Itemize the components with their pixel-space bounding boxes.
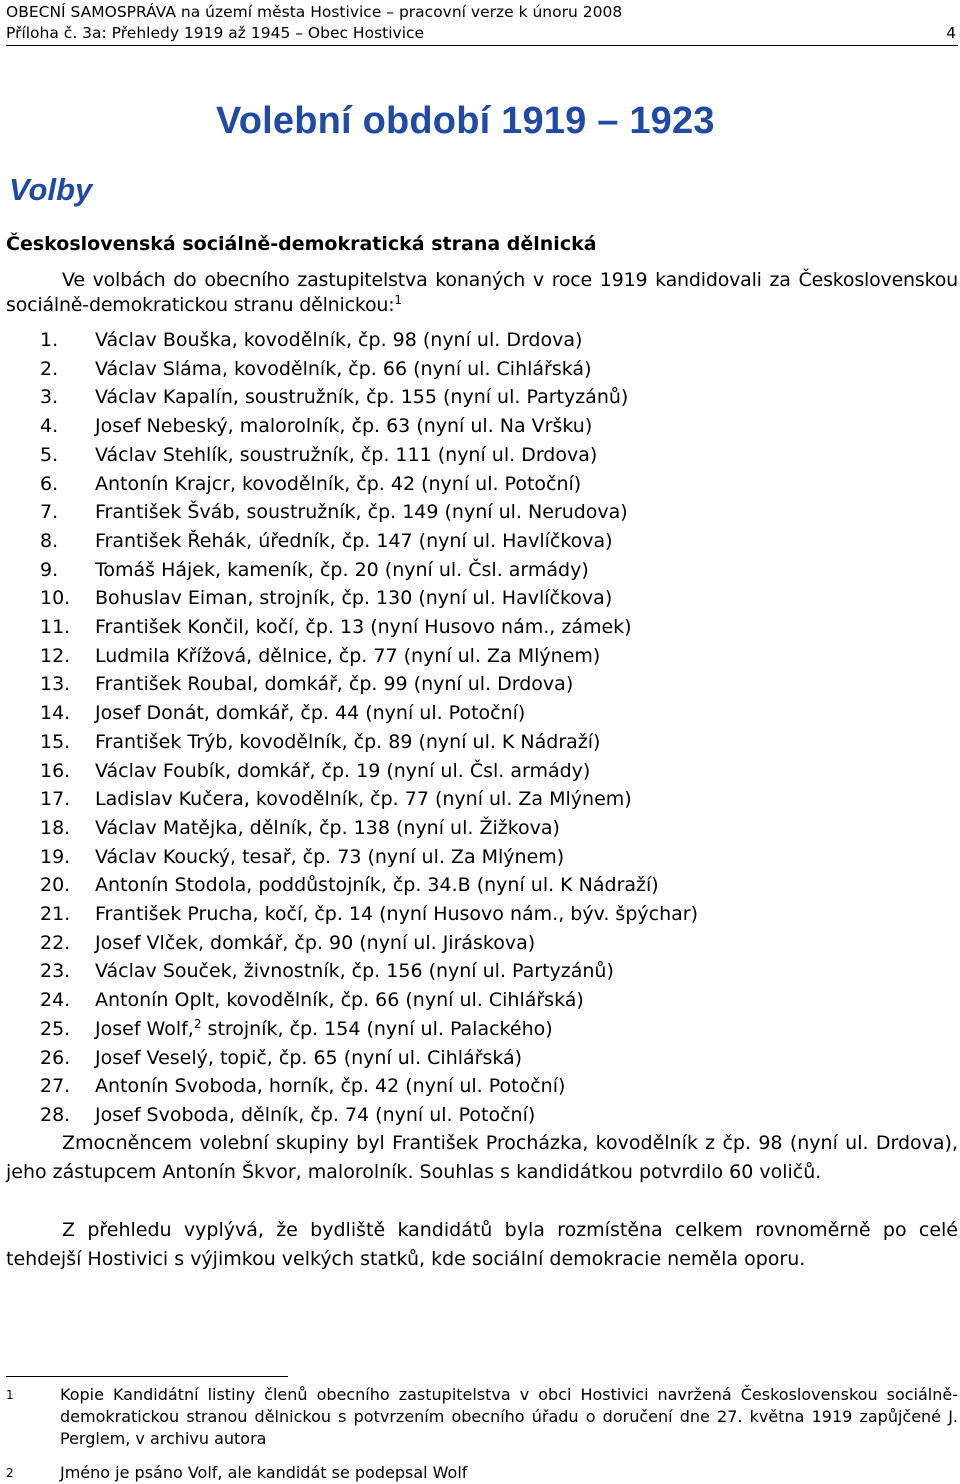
candidate-item: [40, 613, 698, 642]
candidate-item: [40, 757, 698, 786]
candidate-number: 17.: [40, 788, 71, 811]
candidate-number: 9.: [40, 558, 59, 581]
candidate-item: [40, 584, 698, 613]
candidate-item: [40, 470, 698, 499]
candidate-text: Josef Donát, domkář, čp. 44 (nyní ul. Potoční): [95, 702, 526, 725]
candidate-item: [40, 412, 698, 441]
candidate-number: 12.: [40, 644, 71, 667]
candidate-item: [40, 871, 698, 900]
footnote-mark-2: 2: [6, 1466, 14, 1480]
candidate-item: [40, 929, 698, 958]
candidate-text: Václav Foubík, domkář, čp. 19 (nyní ul. Čsl. armády): [95, 759, 591, 782]
candidate-number: 5.: [40, 443, 59, 466]
candidate-text: Václav Bouška, kovodělník, čp. 98 (nyní ul. Drdova): [95, 329, 583, 351]
candidate-item: [40, 670, 698, 699]
candidate-item: [40, 355, 698, 384]
page-title: Volební období 1919 – 1923: [216, 100, 715, 142]
candidate-number: 2.: [40, 357, 59, 380]
candidate-text: Václav Stehlík, soustružník, čp. 111 (nyní ul. Drdova): [95, 443, 598, 466]
footnote-ref-1: 1: [394, 293, 402, 307]
candidate-text: Antonín Svoboda, horník, čp. 42 (nyní ul. Potoční): [95, 1075, 566, 1098]
page-header: [6, 2, 958, 46]
candidate-text: Josef Veselý, topič, čp. 65 (nyní ul. Cihlářská): [95, 1046, 523, 1069]
candidate-text: Josef Wolf,: [95, 1017, 194, 1040]
section-side-title: Volby: [9, 172, 93, 207]
candidate-number: 26.: [40, 1046, 71, 1069]
candidate-item: [40, 498, 698, 527]
header-row: [6, 23, 958, 46]
candidate-item: [40, 1101, 698, 1130]
candidate-text: František Roubal, domkář, čp. 99 (nyní ul. Drdova): [95, 673, 574, 696]
candidate-text: Antonín Krajcr, kovodělník, čp. 42 (nyní ul. Potoční): [95, 472, 582, 495]
footnote-2: [6, 1452, 958, 1484]
footnote-text-2: Jméno je psáno Volf, ale kandidát se podepsal Wolf: [60, 1463, 468, 1482]
candidate-item: [40, 527, 698, 556]
intro-paragraph: [6, 268, 958, 318]
candidate-number: 28.: [40, 1103, 71, 1126]
candidate-text: Tomáš Hájek, kameník, čp. 20 (nyní ul. Čsl. armády): [95, 558, 589, 581]
candidate-number: 11.: [40, 616, 71, 639]
footnote-text-1: Kopie Kandidátní listiny členů obecního zastupitelstva v obci Hostivici navržená Československou sociálně-demokratickou stranou dělnickou s potvrzením obecního úřadu o doručení dne 27. května 1919 zapůjčené J. Perglem, v archivu autora: [60, 1385, 958, 1448]
candidate-number: 20.: [40, 874, 71, 897]
candidate-number: 21.: [40, 903, 71, 926]
candidate-text: František Trýb, kovodělník, čp. 89 (nyní ul. K Nádraží): [95, 730, 601, 753]
candidate-item: [40, 900, 698, 929]
candidate-item: [40, 1072, 698, 1101]
candidate-number: 15.: [40, 730, 71, 753]
candidate-number: 6.: [40, 472, 59, 495]
candidate-text: Josef Svoboda, dělník, čp. 74 (nyní ul. Potoční): [95, 1103, 536, 1126]
candidate-number: 1.: [40, 329, 59, 351]
candidate-item: [40, 1015, 698, 1044]
candidate-number: 4.: [40, 415, 59, 438]
candidate-text: Antonín Stodola, poddůstojník, čp. 34.B (nyní ul. K Nádraží): [95, 874, 659, 897]
candidate-text: Josef Vlček, domkář, čp. 90 (nyní ul. Jiráskova): [95, 931, 536, 954]
candidate-number: 19.: [40, 845, 71, 868]
candidate-item: [40, 556, 698, 585]
candidate-number: 25.: [40, 1017, 71, 1040]
candidate-item: [40, 383, 698, 412]
candidate-text: Václav Sláma, kovodělník, čp. 66 (nyní ul. Cihlářská): [95, 357, 592, 380]
candidate-item: [40, 1044, 698, 1073]
candidate-text: Bohuslav Eiman, strojník, čp. 130 (nyní ul. Havlíčkova): [95, 587, 613, 610]
candidate-number: 14.: [40, 702, 71, 725]
candidate-number: 3.: [40, 386, 59, 409]
candidate-list: [40, 326, 698, 1130]
candidate-text: František Končil, kočí, čp. 13 (nyní Husovo nám., zámek): [95, 616, 632, 639]
candidate-item: [40, 785, 698, 814]
footnote-mark-1: 1: [6, 1388, 14, 1402]
candidate-number: 8.: [40, 529, 59, 552]
candidate-item: [40, 699, 698, 728]
candidate-text: Václav Matějka, dělník, čp. 138 (nyní ul. Žižkova): [95, 816, 560, 839]
candidate-item: [40, 843, 698, 872]
candidate-text-rest: strojník, čp. 154 (nyní ul. Palackého): [201, 1017, 553, 1040]
candidate-number: 7.: [40, 501, 59, 524]
intro-text: Ve volbách do obecního zastupitelstva konaných v roce 1919 kandidovali za Československou sociálně-demokratickou stranu dělnickou:: [6, 269, 958, 316]
party-heading: Československá sociálně-demokratická strana dělnická: [6, 233, 597, 255]
candidate-item: [40, 642, 698, 671]
candidate-text: Ladislav Kučera, kovodělník, čp. 77 (nyní ul. Za Mlýnem): [95, 788, 632, 811]
candidate-text: František Řehák, úředník, čp. 147 (nyní ul. Havlíčkova): [95, 529, 613, 552]
header-appendix-title: Příloha č. 3a: Přehledy 1919 až 1945 – Obec Hostivice: [6, 24, 425, 42]
candidate-number: 16.: [40, 759, 71, 782]
candidate-text: Václav Kapalín, soustružník, čp. 155 (nyní ul. Partyzánů): [95, 386, 629, 409]
candidate-number: 10.: [40, 587, 71, 610]
candidate-number: 18.: [40, 816, 71, 839]
footnote-1: [6, 1384, 958, 1450]
candidate-item: [40, 814, 698, 843]
candidate-text: Václav Souček, živnostník, čp. 156 (nyní ul. Partyzánů): [95, 960, 614, 983]
candidate-text: František Prucha, kočí, čp. 14 (nyní Husovo nám., býv. špýchar): [95, 903, 698, 926]
candidate-text: František Šváb, soustružník, čp. 149 (nyní ul. Nerudova): [95, 501, 628, 524]
candidate-item: [40, 957, 698, 986]
footnote-separator: [6, 1376, 288, 1377]
header-document-title: OBECNÍ SAMOSPRÁVA na území města Hostivice – pracovní verze k únoru 2008: [6, 3, 623, 21]
closing-paragraph-1: Zmocněncem volební skupiny byl František Procházka, kovodělník z čp. 98 (nyní ul. Drdova), jeho zástupcem Antonín Škvor, malorolník. Souhlas s kandidátkou potvrdilo 60 voličů.: [6, 1132, 958, 1183]
footnote-ref-2: 2: [193, 1016, 202, 1031]
candidate-item: [40, 441, 698, 470]
candidate-number: 22.: [40, 931, 71, 954]
candidate-item: [40, 728, 698, 757]
candidate-number: 27.: [40, 1075, 71, 1098]
candidate-number: 13.: [40, 673, 71, 696]
candidate-number: 23.: [40, 960, 71, 983]
candidate-item: [40, 326, 698, 355]
candidate-text: Josef Nebeský, malorolník, čp. 63 (nyní ul. Na Vršku): [95, 415, 593, 438]
candidate-text: Ludmila Křížová, dělnice, čp. 77 (nyní ul. Za Mlýnem): [95, 644, 601, 667]
closing-paragraph-2: Z přehledu vyplývá, že bydliště kandidátů byla rozmístěna celkem rovnoměrně po celé tehdejší Hostivici s výjimkou velkých statků, kde sociální demokracie neměla oporu.: [6, 1219, 958, 1270]
candidate-item: [40, 986, 698, 1015]
candidate-text: Antonín Oplt, kovodělník, čp. 66 (nyní ul. Cihlářská): [95, 989, 584, 1012]
page-number: 4: [946, 24, 956, 42]
candidate-number: 24.: [40, 989, 71, 1012]
candidate-text: Václav Koucký, tesař, čp. 73 (nyní ul. Za Mlýnem): [95, 845, 565, 868]
